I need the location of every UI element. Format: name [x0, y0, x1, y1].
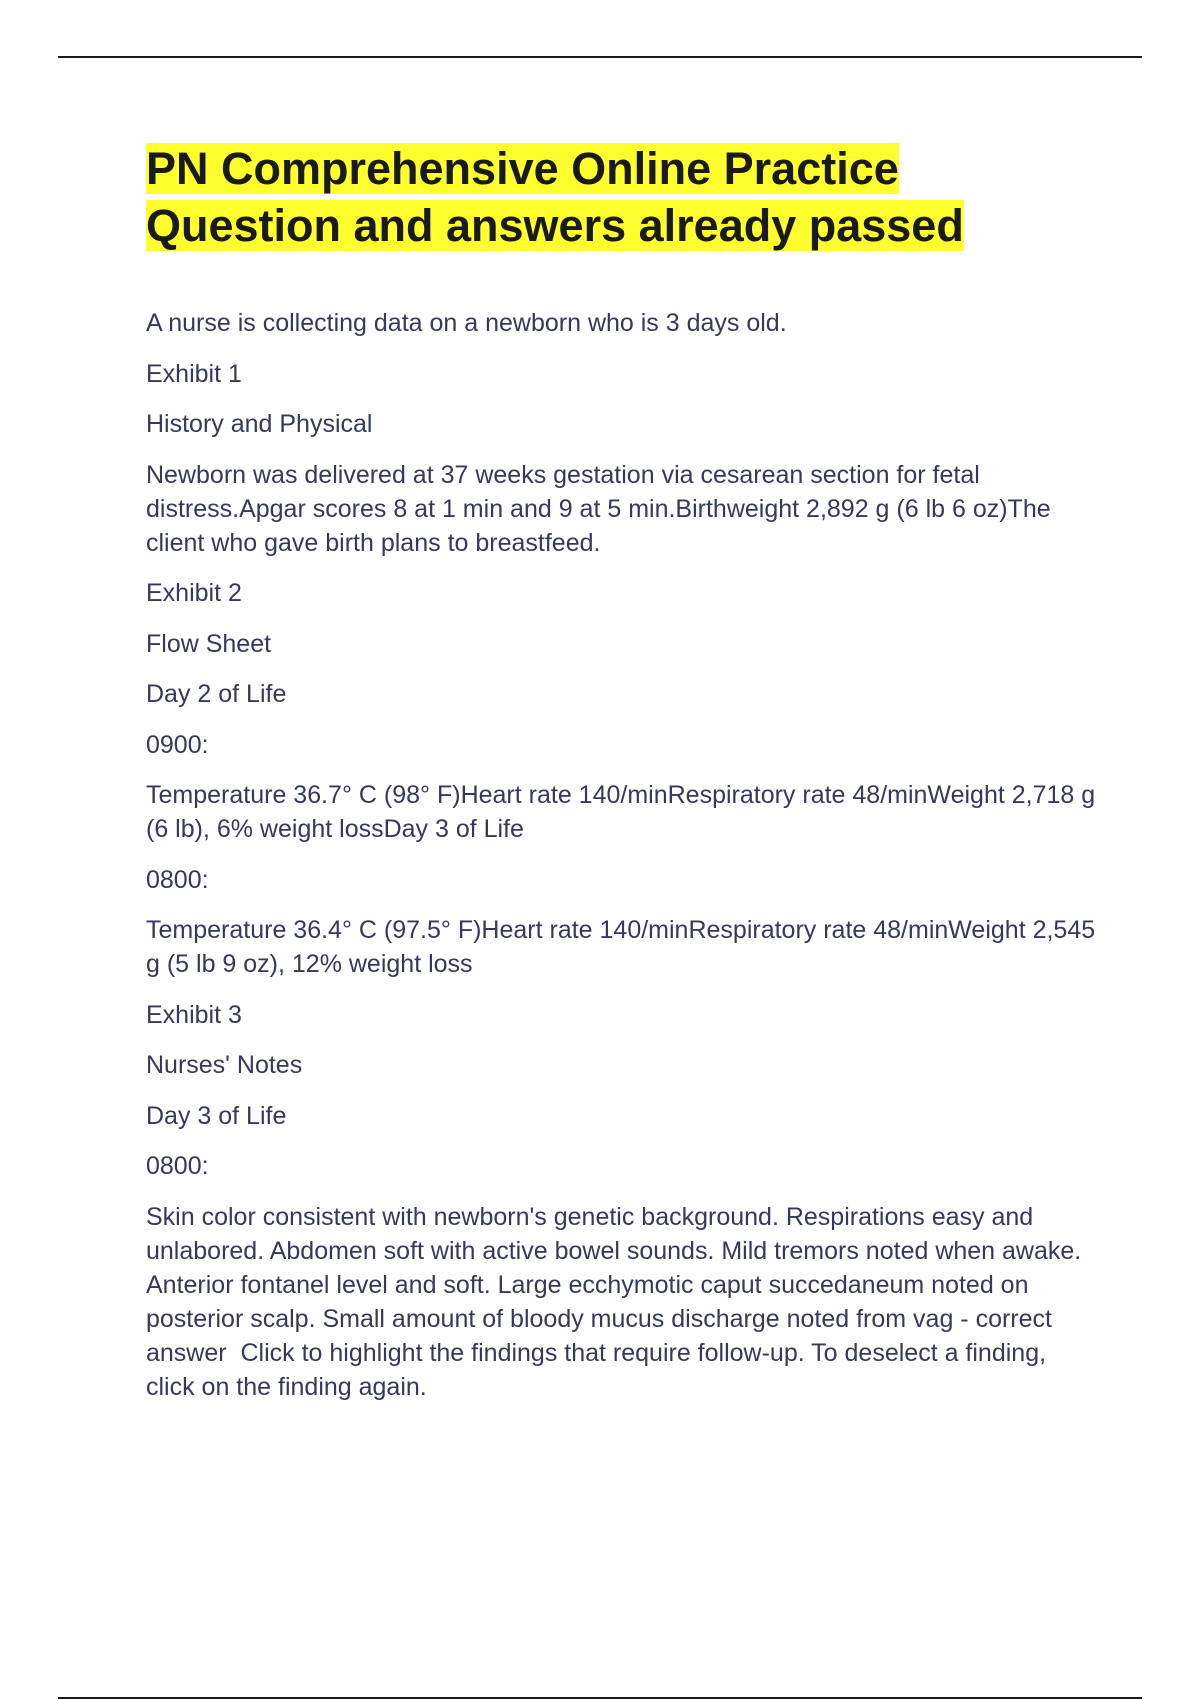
history-physical-heading: History and Physical: [146, 410, 373, 438]
history-physical-text: Newborn was delivered at 37 weeks gestation via cesarean section for fetal distress.Apgar scores 8 at 1 min and 9 at 5 min.Birthweight 2,892 g (6 lb 6 oz)The client who gave birth plans to breastfeed.: [146, 460, 1058, 557]
document-body: [146, 140, 1103, 1420]
day-3-heading: Day 3 of Life: [146, 1101, 287, 1130]
exhibit-2-heading: Exhibit 2: [146, 579, 242, 607]
day-2-heading: Day 2 of Life: [146, 680, 287, 708]
nurses-notes-heading: Nurses' Notes: [146, 1051, 303, 1079]
header-rule: [58, 56, 1142, 58]
time-0900: 0900:: [146, 730, 209, 759]
intro-paragraph: A nurse is collecting data on a newborn who is 3 days old.: [146, 309, 787, 337]
footer-rule: [58, 1697, 1142, 1699]
day-3-vitals: Temperature 36.4° C (97.5° F)Heart rate 140/minRespiratory rate 48/minWeight 2,545 g (5 lb 9 oz), 12% weight loss: [146, 916, 1103, 978]
day-2-vitals: Temperature 36.7° C (98° F)Heart rate 140/minRespiratory rate 48/minWeight 2,718 g (6 lb), 6% weight lossDay 3 of Life: [146, 781, 1103, 843]
nurses-notes-text: Skin color consistent with newborn's genetic background. Respirations easy and unlabored. Abdomen soft with active bowel sounds. Mild tremors noted when awake. Anterior fontanel level and soft. Large ecchymotic caput succedaneum noted on posterior scalp. Small amount of bloody mucus discharge noted from vag - correct answer Click to highlight the findings that require follow-up. To deselect a finding, click on the finding again.: [146, 1202, 1087, 1401]
exhibit-1-heading: Exhibit 1: [146, 359, 242, 388]
title-highlight: PN Comprehensive Online Practice Question and answers already passed: [146, 143, 964, 251]
exhibit-3-heading: Exhibit 3: [146, 1000, 242, 1029]
time-0800-notes: 0800:: [146, 1152, 209, 1180]
document-title: [146, 140, 1096, 254]
time-0800-flow: 0800:: [146, 865, 209, 894]
flow-sheet-heading: Flow Sheet: [146, 629, 272, 658]
